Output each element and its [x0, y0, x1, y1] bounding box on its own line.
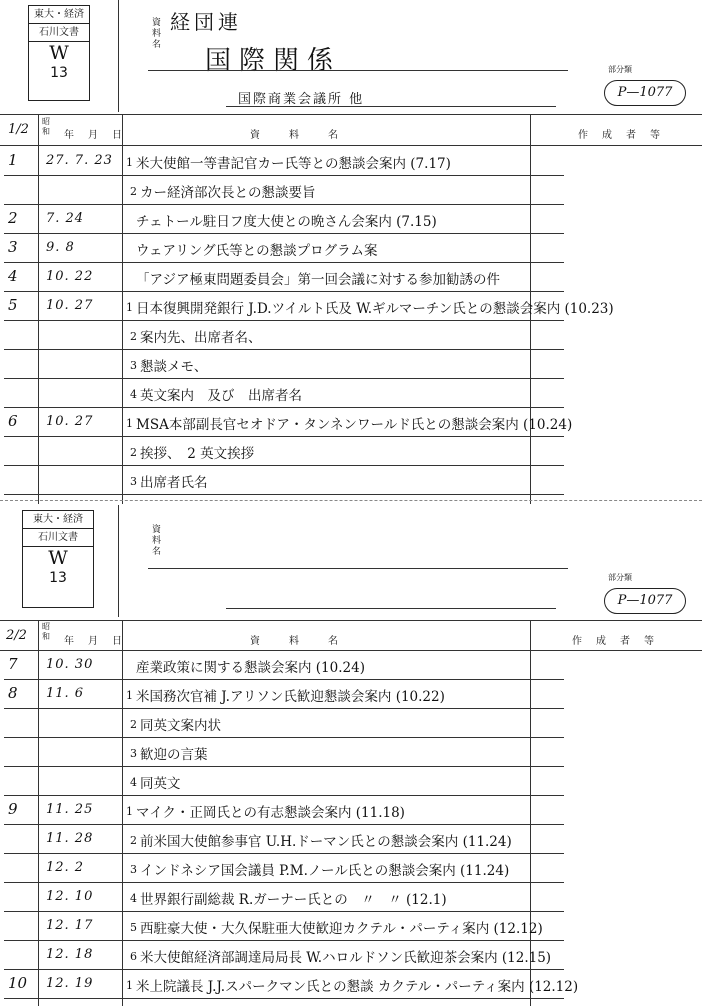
- row-date: 27. 7. 23: [46, 153, 113, 168]
- row-rule: [4, 175, 564, 176]
- table-row: [0, 264, 702, 290]
- row-date: 12. 10: [46, 889, 94, 904]
- row-sub-number: 3: [130, 475, 137, 488]
- row-rule: [4, 737, 564, 738]
- row-sub-number: 6: [130, 950, 137, 963]
- row-rule: [4, 853, 564, 854]
- row-number: 3: [8, 238, 18, 256]
- stamp-line2: 石川文書: [29, 24, 89, 42]
- row-date: 9. 8: [46, 240, 75, 255]
- row-date: 10. 30: [46, 657, 94, 672]
- header-era: 昭和: [42, 117, 50, 136]
- row-sub-number: 1: [126, 417, 133, 430]
- row-number: 7: [8, 655, 18, 673]
- row-title: 「アジア極東問題委員会」第一回会議に対する参加勧誘の件: [136, 272, 500, 288]
- row-title: 同英文案内状: [140, 718, 221, 734]
- row-rule: [4, 436, 564, 437]
- row-title: マイク・正岡氏との有志懇談会案内 (11.18): [136, 805, 405, 821]
- header-era-2: 昭和: [42, 622, 50, 641]
- row-date: 11. 28: [46, 831, 94, 846]
- row-number: 1: [8, 151, 18, 169]
- stamp-line1: 東大・経済: [29, 6, 89, 24]
- row-date: 7. 24: [46, 211, 85, 226]
- row-rule: [4, 465, 564, 466]
- row-sub-number: 1: [126, 979, 133, 992]
- row-sub-number: 1: [126, 689, 133, 702]
- table-row: [0, 652, 702, 678]
- row-rule: [4, 969, 564, 970]
- row-sub-number: 3: [130, 747, 137, 760]
- stamp-w: W: [49, 42, 69, 64]
- title-small: 経団連: [170, 10, 242, 34]
- row-rule: [4, 233, 564, 234]
- row-title: 出席者氏名: [140, 475, 208, 491]
- table-row: [0, 351, 702, 377]
- row-sub-number: 2: [130, 446, 137, 459]
- row-date: 12. 19: [46, 976, 94, 991]
- table-row: [0, 235, 702, 261]
- stamp-w: W: [48, 547, 68, 569]
- page-title: 国際関係: [205, 46, 342, 76]
- row-date: 11. 6: [46, 686, 85, 701]
- row-date: 10. 22: [46, 269, 94, 284]
- row-sub-number: 1: [126, 805, 133, 818]
- stamp-line1: 東大・経済: [23, 511, 93, 529]
- row-rule: [4, 407, 564, 408]
- row-date: 12. 17: [46, 918, 94, 933]
- row-sub-number: 2: [130, 834, 137, 847]
- header-month-2: 月: [88, 636, 98, 647]
- row-title: ウェアリング氏等との懇談プログラム案: [136, 243, 378, 259]
- row-title: 産業政策に関する懇談会案内 (10.24): [136, 660, 365, 676]
- stamp-number: 13: [50, 65, 68, 81]
- row-title: 日本復興開発銀行 J.D.ツイルト氏及 W.ギルマーチン氏との懇談会案内 (10.23): [136, 301, 614, 317]
- row-number: 10: [8, 974, 28, 992]
- row-title: 挨拶、 2 英文挨拶: [140, 446, 255, 462]
- row-rule: [4, 940, 564, 941]
- row-rule: [4, 766, 564, 767]
- header-shiryo-2: 資 料 名: [250, 636, 341, 647]
- row-title: 同英文: [140, 776, 181, 792]
- table-row: [0, 768, 702, 794]
- row-number: 2: [8, 209, 18, 227]
- table-row: [0, 409, 702, 435]
- row-rule: [4, 911, 564, 912]
- row-title: インドネシア国会議員 P.M.ノール氏との懇談会案内 (11.24): [140, 863, 510, 879]
- row-rule: [4, 494, 564, 495]
- table-row: [0, 148, 702, 174]
- page-count: 1/2: [8, 122, 29, 137]
- row-sub-number: 3: [130, 863, 137, 876]
- row-date: 12. 2: [46, 860, 85, 875]
- row-sub-number: 5: [130, 921, 137, 934]
- row-number: 8: [8, 684, 18, 702]
- table-row: [0, 913, 702, 939]
- row-sub-number: 1: [126, 301, 133, 314]
- row-date: 10. 27: [46, 298, 94, 313]
- row-rule: [4, 708, 564, 709]
- row-sub-number: 2: [130, 185, 137, 198]
- row-rule: [4, 824, 564, 825]
- row-rule: [4, 262, 564, 263]
- table-row: [0, 380, 702, 406]
- header-author: 作 成 者 等: [578, 130, 662, 141]
- row-sub-number: 2: [130, 330, 137, 343]
- table-row: [0, 206, 702, 232]
- table-row: [0, 438, 702, 464]
- table-row: [0, 293, 702, 319]
- row-date: 11. 25: [46, 802, 94, 817]
- row-title: 世界銀行副総裁 R.ガーナー氏との 〃 〃 (12.1): [140, 892, 447, 908]
- archive-stamp: [28, 5, 90, 101]
- row-rule: [4, 291, 564, 292]
- row-rule: [4, 349, 564, 350]
- table-row: [0, 942, 702, 968]
- table-row: [0, 855, 702, 881]
- row-title: 米国務次官補 J.アリソン氏歓迎懇談会案内 (10.22): [136, 689, 445, 705]
- header-year-2: 年: [64, 636, 74, 647]
- shiryo-label-2: 資料名: [152, 525, 162, 557]
- table-row: [0, 467, 702, 493]
- table-row: [0, 826, 702, 852]
- row-title: カー経済部次長との懇談要旨: [140, 185, 316, 201]
- row-number: 5: [8, 296, 18, 314]
- header-shiryo: 資 料 名: [250, 130, 341, 141]
- row-title: 米上院議長 J.J.スパークマン氏との懇談 カクテル・パーティ案内 (12.12): [136, 979, 579, 995]
- stamp-line2: 石川文書: [23, 529, 93, 547]
- row-title: 前米国大使館参事官 U.H.ドーマン氏との懇談会案内 (11.24): [140, 834, 512, 850]
- table-row: [0, 710, 702, 736]
- header-day-2: 日: [112, 636, 122, 647]
- row-rule: [4, 998, 564, 999]
- row-sub-number: 1: [126, 156, 133, 169]
- row-rule: [4, 679, 564, 680]
- page-count-2: 2/2: [6, 628, 27, 643]
- row-title: チェトール駐日フ度大使との晩さん会案内 (7.15): [136, 214, 437, 230]
- row-sub-number: 4: [130, 776, 137, 789]
- row-number: 9: [8, 800, 18, 818]
- row-rule: [4, 882, 564, 883]
- bunrui-label: 部分類: [608, 65, 632, 74]
- row-date: 10. 27: [46, 414, 94, 429]
- bunrui-label-2: 部分類: [608, 573, 632, 582]
- table-row: [0, 681, 702, 707]
- row-number: 6: [8, 412, 18, 430]
- row-sub-number: 4: [130, 388, 137, 401]
- table-row: [0, 739, 702, 765]
- row-title: 米大使館一等書記官カー氏等との懇談会案内 (7.17): [136, 156, 451, 172]
- row-rule: [4, 795, 564, 796]
- row-title: MSA本部副長官セオドア・タンネンワールド氏との懇談会案内 (10.24): [136, 417, 573, 433]
- row-number: 4: [8, 267, 18, 285]
- row-rule: [4, 204, 564, 205]
- table-row: [0, 177, 702, 203]
- stamp-number: 13: [49, 570, 67, 586]
- header-day: 日: [112, 130, 122, 141]
- row-title: 歓迎の言葉: [140, 747, 208, 763]
- row-sub-number: 4: [130, 892, 137, 905]
- shiryo-label: 資料名: [152, 18, 162, 50]
- row-title: 英文案内 及び 出席者名: [140, 388, 302, 404]
- classification-number-2: P—1077: [604, 588, 686, 614]
- table-row: [0, 884, 702, 910]
- row-title: 懇談メモ、: [140, 359, 208, 375]
- classification-number: P—1077: [604, 80, 686, 106]
- archive-stamp-2: [22, 510, 94, 608]
- row-rule: [4, 320, 564, 321]
- table-row: [0, 797, 702, 823]
- header-year: 年: [64, 130, 74, 141]
- row-title: 西駐豪大使・大久保駐亜大使歓迎カクテル・パーティ案内 (12.12): [140, 921, 543, 937]
- table-row: [0, 971, 702, 997]
- header-author-2: 作 成 者 等: [572, 636, 656, 647]
- row-title: 案内先、出席者名、: [140, 330, 262, 346]
- subtitle: 国際商業会議所 他: [238, 92, 365, 107]
- row-sub-number: 2: [130, 718, 137, 731]
- row-sub-number: 3: [130, 359, 137, 372]
- row-rule: [4, 378, 564, 379]
- row-date: 12. 18: [46, 947, 94, 962]
- row-title: 米大使館経済部調達局局長 W.ハロルドソン氏歓迎茶会案内 (12.15): [140, 950, 552, 966]
- table-row: [0, 322, 702, 348]
- header-month: 月: [88, 130, 98, 141]
